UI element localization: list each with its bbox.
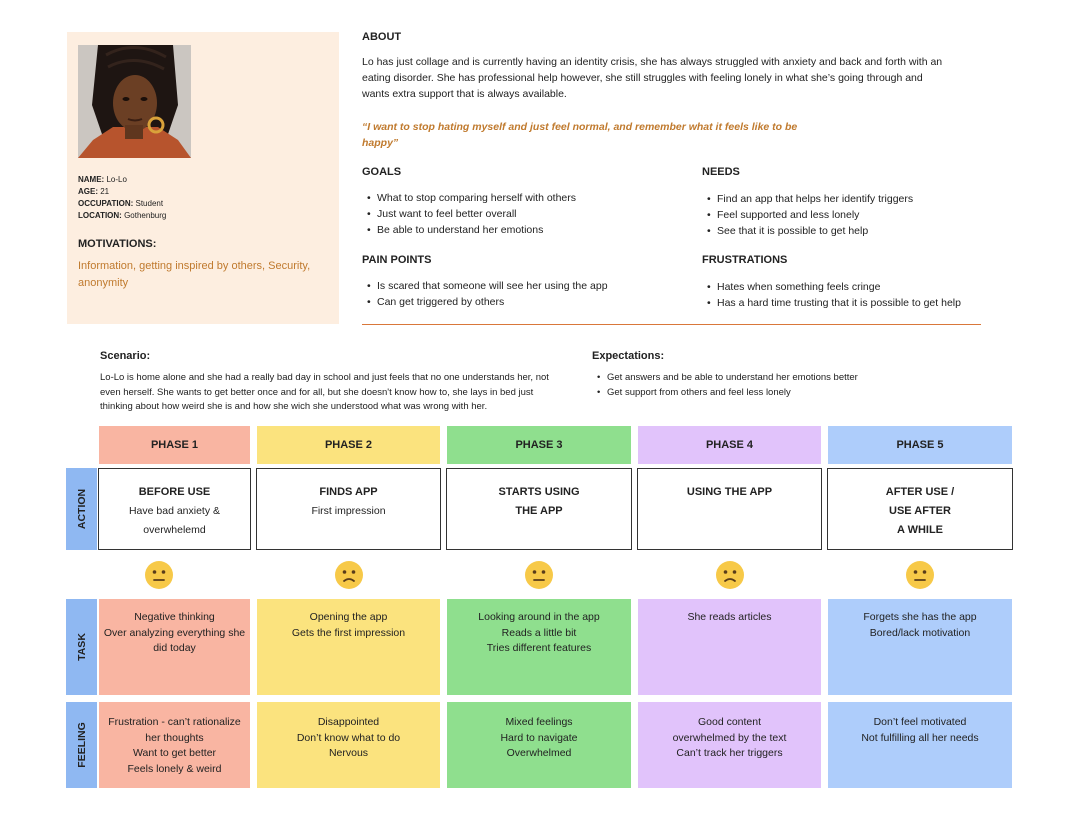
task-cell-5: Forgets she has the app Bored/lack motivation — [828, 599, 1012, 695]
frustrations-list — [702, 279, 1002, 311]
scenario-title: Scenario: — [100, 350, 151, 362]
phase-header-2: PHASE 2 — [257, 426, 440, 464]
list-item: • Has a hard time trusting that it is possible to get help — [702, 295, 1002, 311]
list-item: • Is scared that someone will see her using the app — [362, 278, 682, 294]
goals-title: GOALS — [362, 166, 402, 178]
list-item: • What to stop comparing herself with others — [362, 190, 682, 206]
frustrations-title: FRUSTRATIONS — [702, 254, 788, 266]
action-title: BEFORE USE — [138, 486, 211, 498]
persona-age-line: AGE: 21 — [78, 187, 110, 196]
list-item: • Find an app that helps her identify triggers — [702, 191, 1002, 207]
persona-quote: “I want to stop hating myself and just feel normal, and remember what it feels like to be happy” — [362, 121, 798, 149]
action-box-2 — [256, 468, 441, 550]
motivations-title: MOTIVATIONS: — [78, 238, 157, 250]
action-title: FINDS APP — [319, 486, 378, 498]
list-item: • See that it is possible to get help — [702, 223, 1002, 239]
phase-header-4: PHASE 4 — [638, 426, 821, 464]
list-item: • Be able to understand her emotions — [362, 222, 682, 238]
task-cell-4: She reads articles — [638, 599, 821, 695]
phase-header-1: PHASE 1 — [99, 426, 250, 464]
action-title: USING THE APP — [686, 486, 773, 498]
action-desc: Have bad anxiety & overwhelemd — [128, 505, 221, 536]
persona-name-line: NAME: Lo-Lo — [78, 175, 127, 184]
phase-header-5: PHASE 5 — [828, 426, 1012, 464]
row-label-feeling — [66, 702, 97, 788]
list-item: • Get support from others and feel less lonely — [592, 386, 992, 401]
row-label-text: TASK — [75, 633, 88, 661]
expectations-title: Expectations: — [592, 350, 665, 362]
row-label-task — [66, 599, 97, 695]
scenario-text: Lo-Lo is home alone and she had a really bad day in school and just feels that no one understands her, not even herself. She wants to get better once and for all, but she doesn't know how to, she lays in bed just thinking about how weird she is and how she wich she understood what was wrong with her. — [100, 372, 549, 412]
about-text: Lo has just collage and is currently having an identity crisis, she has always struggled with anxiety and back and forth with an eating disorder. She has professional help however, she still struggles with feeling lonely in what she’s going through and wants extra support that is always available. — [362, 56, 943, 100]
list-item: • Get answers and be able to understand her emotions better — [592, 371, 992, 386]
feeling-cell-4: Good content overwhelmed by the text Can’t track her triggers — [638, 702, 821, 788]
avatar — [78, 45, 191, 158]
section-divider — [362, 324, 981, 325]
feeling-cell-2: Disappointed Don’t know what to do Nervous — [257, 702, 440, 788]
list-item: • Hates when something feels cringe — [702, 279, 1002, 295]
action-box-3 — [446, 468, 632, 550]
feeling-cell-5: Don’t feel motivated Not fulfilling all her needs — [828, 702, 1012, 788]
profile-card — [67, 32, 339, 324]
avatar-portrait-icon — [78, 45, 191, 158]
row-label-text: FEELING — [75, 722, 88, 768]
neutral-face-icon — [905, 560, 935, 590]
feeling-cell-3: Mixed feelings Hard to navigate Overwhelmed — [447, 702, 631, 788]
row-label-action — [66, 468, 97, 550]
about-title: ABOUT — [362, 31, 402, 43]
goals-list — [362, 190, 682, 238]
pain-points-list — [362, 278, 682, 310]
pain-points-title: PAIN POINTS — [362, 254, 432, 266]
row-label-text: ACTION — [75, 488, 88, 530]
expectations-list — [592, 371, 992, 400]
action-box-1 — [98, 468, 251, 550]
sad-face-icon — [334, 560, 364, 590]
persona-location-line: LOCATION: Gothenburg — [78, 211, 167, 220]
action-box-5 — [827, 468, 1013, 550]
action-box-4 — [637, 468, 822, 550]
needs-list — [702, 191, 1002, 239]
motivations-text: Information, getting inspired by others, Security, anonymity — [78, 260, 311, 289]
list-item: • Feel supported and less lonely — [702, 207, 1002, 223]
phase-header-3: PHASE 3 — [447, 426, 631, 464]
action-title: STARTS USING THE APP — [498, 486, 580, 517]
task-cell-2: Opening the app Gets the first impression — [257, 599, 440, 695]
neutral-face-icon — [524, 560, 554, 590]
task-cell-1: Negative thinking Over analyzing everything she did today — [99, 599, 250, 695]
sad-face-icon — [715, 560, 745, 590]
task-cell-3: Looking around in the app Reads a little bit Tries different features — [447, 599, 631, 695]
list-item: • Can get triggered by others — [362, 294, 682, 310]
persona-occupation-line: OCCUPATION: Student — [78, 199, 164, 208]
list-item: • Just want to feel better overall — [362, 206, 682, 222]
needs-title: NEEDS — [702, 166, 740, 178]
action-title: AFTER USE / USE AFTER A WHILE — [885, 486, 955, 536]
action-desc: First impression — [311, 505, 386, 517]
feeling-cell-1: Frustration - can’t rationalize her thoughts Want to get better Feels lonely & weird — [99, 702, 250, 788]
neutral-face-icon — [144, 560, 174, 590]
